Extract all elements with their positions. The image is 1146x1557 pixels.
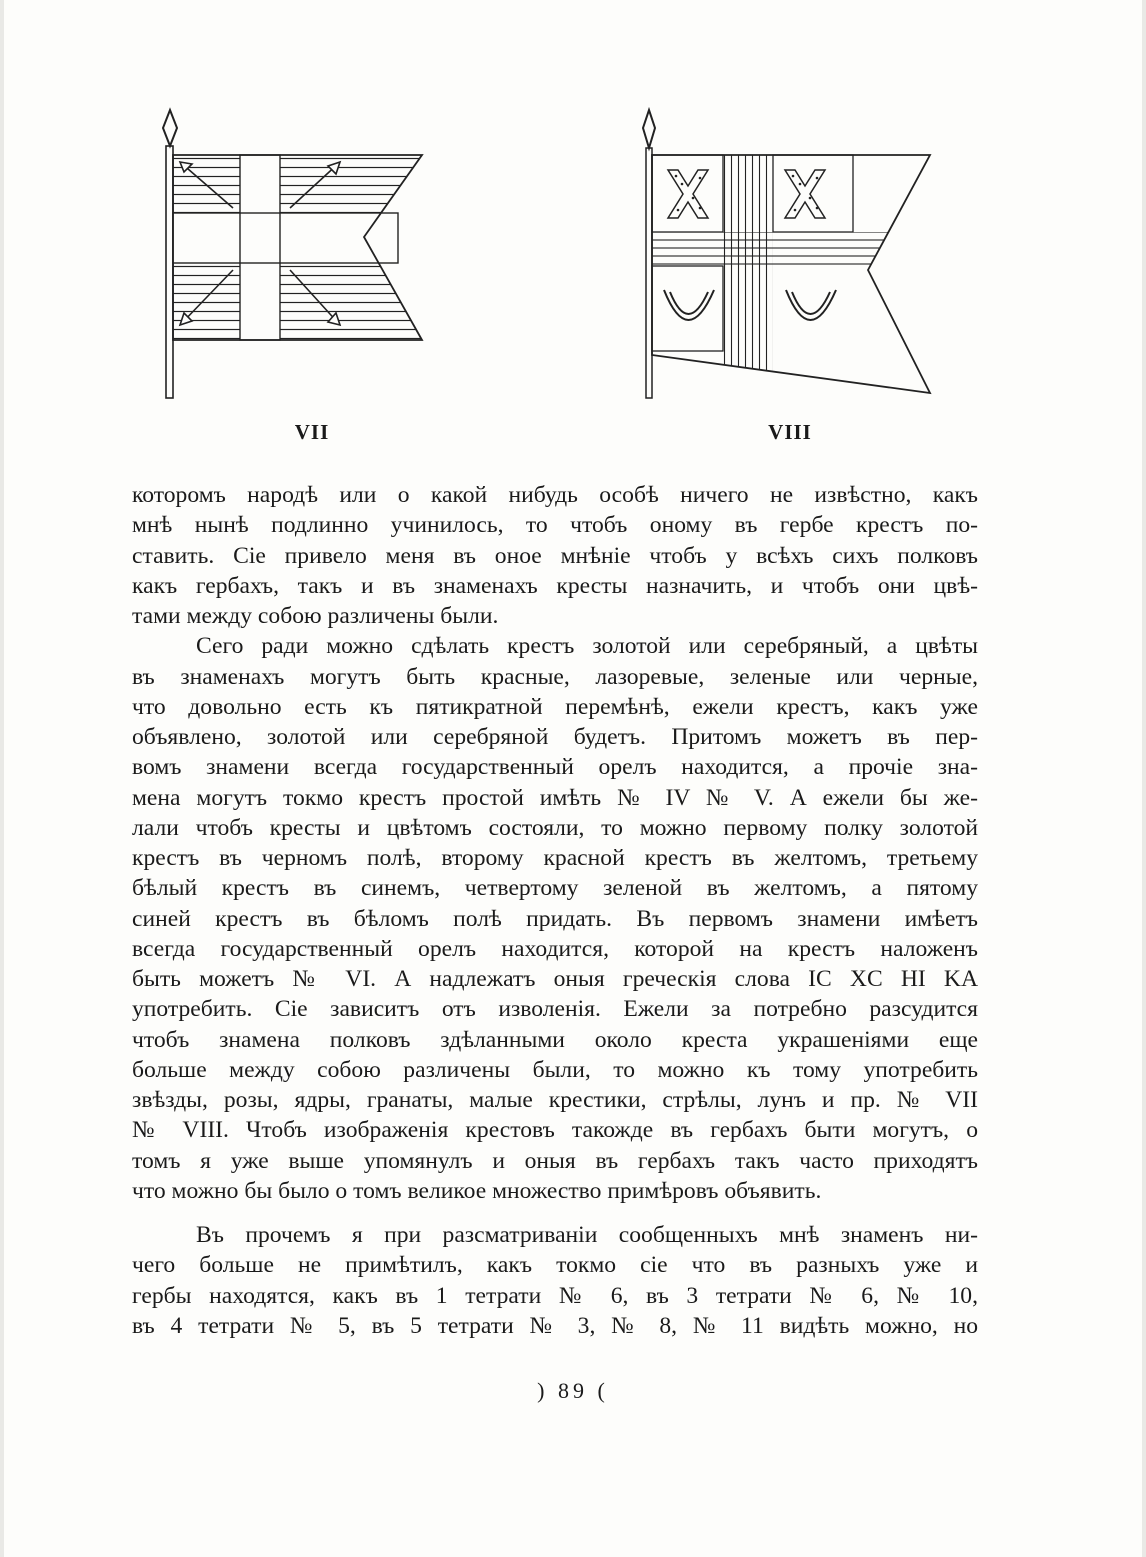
text-line: Въ прочемъ я при разсматриваніи сообщенныхъ мнѣ знаменъ ни-	[196, 1222, 978, 1248]
text-line: вомъ знамени всегда государственный орелъ находится, а прочіе зна-	[132, 754, 978, 781]
paragraph-gap	[132, 1206, 978, 1220]
text-line: крестъ въ черномъ полѣ, второму красной крестъ въ желтомъ, третьему	[132, 845, 978, 871]
text-line: ставить. Сіе привело меня въ оное мнѣніе чтобъ у всѣхъ сихъ полковъ	[132, 542, 978, 569]
text-line: тами между собою различены были.	[132, 603, 499, 629]
text-line: Сего ради можно сдѣлать крестъ золотой или серебряный, а цвѣты	[196, 633, 978, 660]
text-line: объявлено, золотой или серебряной будетъ. Притомъ можетъ въ пер-	[132, 724, 978, 750]
text-line: быть можетъ № VI. А надлежатъ оныя греческія слова IC XC HI KA	[132, 966, 978, 992]
text-line: томъ я уже выше упомянулъ и оныя въ гербахъ такъ часто приходятъ	[132, 1147, 978, 1174]
text-line: чего больше не примѣтилъ, какъ токмо сіе что въ разныхъ уже и	[132, 1252, 978, 1279]
text-line: гербы находятся, какъ въ 1 тетрати № 6, въ 3 тетрати № 6, № 10,	[132, 1282, 978, 1309]
text-line: мнѣ нынѣ подлинно учинилось, то чтобъ оному въ гербе крестъ по-	[132, 512, 978, 539]
text-line: что довольно есть къ пятикратной перемѣнѣ, ежели крестъ, какъ уже	[132, 693, 978, 720]
figure-label-vii: VII	[294, 420, 330, 444]
page-number: ) 89 (	[537, 1378, 609, 1403]
text-line: бѣлый крестъ въ синемъ, четвертому зеленой въ желтомъ, а пятому	[132, 875, 978, 902]
text-line: лали чтобъ кресты и цвѣтомъ состояли, то можно первому полку золотой	[132, 814, 978, 841]
page-edge	[1142, 0, 1146, 1557]
text-line: звѣзды, розы, ядры, гранаты, малые крестики, стрѣлы, лунъ и пр. № VII	[132, 1087, 978, 1113]
text-line: въ знаменахъ могутъ быть красные, лазоревые, зеленые или черные,	[132, 663, 978, 690]
text-line: въ 4 тетрати № 5, въ 5 тетрати № 3, № 8, № 11 видѣть можно, но	[132, 1312, 978, 1339]
text-line: какъ гербахъ, такъ и въ знаменахъ кресты назначить, и чтобъ они цвѣ-	[132, 572, 978, 599]
flag-with-cross-and-arrows-icon	[140, 100, 440, 410]
text-line: синей крестъ въ бѣломъ полѣ придать. Въ первомъ знамени имѣетъ	[132, 905, 978, 932]
text-line: чтобъ знамена полковъ здѣланными около креста украшеніями еще	[132, 1026, 978, 1053]
text-line: употребить. Сіе зависитъ отъ изволенія. Ежели за потребно разсудится	[132, 996, 978, 1023]
flag-figure-vii	[140, 100, 440, 410]
text-line: № VIII. Чтобъ изображенія крестовъ такожде въ гербахъ быти могутъ, о	[132, 1117, 978, 1144]
text-line: больше между собою различены были, то можно къ тому употребить	[132, 1056, 978, 1083]
flag-figure-viii	[630, 100, 950, 410]
text-line: мена могутъ токмо крестъ простой имѣть № IV № V. А ежели бы же-	[132, 784, 978, 811]
body-text	[132, 480, 978, 1341]
page-edge	[0, 0, 4, 1557]
text-line: которомъ народѣ или о какой нибудь особѣ ничего не извѣстно, какъ	[132, 482, 978, 508]
figure-label-viii: VIII	[768, 420, 812, 444]
flag-with-cross-x-and-crescents-icon	[630, 100, 950, 410]
text-line: что можно бы было о томъ великое множество примѣровъ объявить.	[132, 1177, 822, 1204]
text-line: всегда государственный орелъ находится, которой на крестъ наложенъ	[132, 935, 978, 962]
